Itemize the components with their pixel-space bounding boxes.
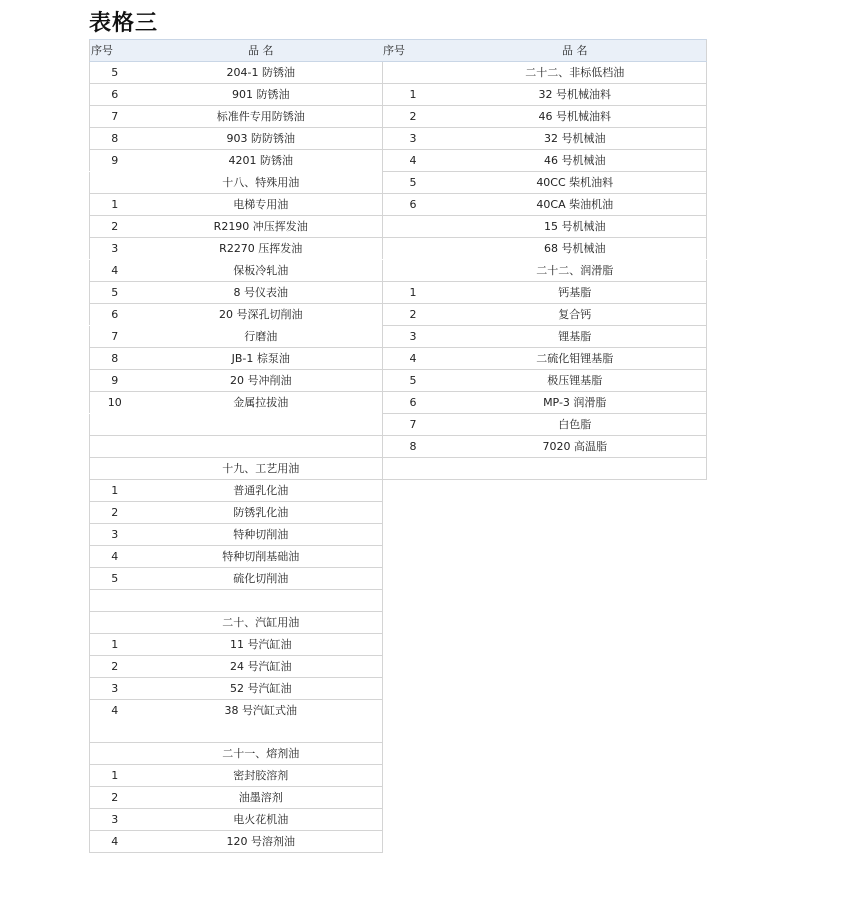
row-number: 4	[90, 700, 140, 743]
table-row	[90, 787, 383, 809]
product-name: 复合钙	[444, 304, 706, 326]
product-name: 保板冷轧油	[140, 260, 383, 282]
product-name: 38 号汽缸式油	[140, 700, 383, 743]
row-number	[382, 238, 444, 260]
row-number: 7	[382, 414, 444, 436]
product-table-right	[382, 39, 707, 480]
section-title: 二十二、非标低档油	[444, 62, 706, 84]
section-heading-row	[382, 260, 706, 282]
table-row	[382, 326, 706, 348]
section-heading-row	[90, 743, 383, 765]
row-number: 2	[90, 787, 140, 809]
table-row	[90, 524, 383, 546]
table-row	[90, 216, 383, 238]
row-number: 1	[90, 634, 140, 656]
table-row	[90, 370, 383, 392]
table-row	[382, 216, 706, 238]
product-name: 24 号汽缸油	[140, 656, 383, 678]
product-name: 电火花机油	[140, 809, 383, 831]
table-row	[90, 700, 383, 743]
product-name: 4201 防锈油	[228, 154, 293, 167]
row-number: 4	[382, 348, 444, 370]
row-number: 3	[382, 128, 444, 150]
product-name: 15 号机械油	[444, 216, 706, 238]
product-name: R2190 冲压挥发油	[140, 216, 383, 238]
product-name: 120 号溶剂油	[140, 831, 383, 853]
row-number	[382, 216, 444, 238]
product-name: 20 号深孔切削油	[219, 308, 303, 321]
row-number: 2	[382, 106, 444, 128]
table-row	[382, 238, 706, 260]
product-name: 40CA 柴油机油	[444, 194, 706, 216]
row-number: 2	[90, 502, 140, 524]
row-number: 5	[90, 62, 140, 84]
product-name: 46 号机械油料	[444, 106, 706, 128]
row-number: 1	[90, 480, 140, 502]
row-number	[90, 436, 140, 458]
row-number: 5	[90, 282, 140, 304]
product-name: 金属拉拔油	[233, 396, 289, 409]
table-row	[90, 392, 383, 414]
table-row	[90, 502, 383, 524]
row-number: 6	[382, 194, 444, 216]
product-name: 901 防锈油	[140, 84, 383, 106]
table-row	[90, 634, 383, 656]
table-row	[90, 765, 383, 787]
table-row	[382, 150, 706, 172]
table-row	[382, 106, 706, 128]
row-number: 6	[111, 308, 119, 321]
table-row	[90, 304, 383, 326]
row-number	[382, 458, 444, 480]
table-row	[382, 194, 706, 216]
product-name: 白色脂	[444, 414, 706, 436]
row-number: 2	[90, 656, 140, 678]
table-row	[90, 194, 383, 216]
section-title: 二十二、润滑脂	[444, 260, 706, 282]
section-title: 二十一、熔剂油	[140, 743, 383, 765]
table-row	[90, 326, 383, 348]
row-number: 6	[90, 84, 140, 106]
product-table-left	[89, 39, 383, 853]
product-name: 特种切削油	[140, 524, 383, 546]
row-number: 1	[90, 194, 140, 216]
table-row	[382, 172, 706, 194]
product-name: 40CC 柴机油料	[444, 172, 706, 194]
product-name: 46 号机械油	[444, 150, 706, 172]
row-number: 8	[90, 348, 140, 370]
row-number	[90, 743, 140, 765]
table-row	[90, 414, 383, 436]
table-row	[90, 260, 383, 282]
table-row	[90, 480, 383, 502]
row-number	[90, 458, 140, 480]
product-name	[140, 436, 383, 458]
section-heading-row	[382, 62, 706, 84]
product-name: 20 号冲削油	[140, 370, 383, 392]
header-name: 品 名	[140, 40, 383, 62]
table-row	[90, 678, 383, 700]
product-name: 硫化切削油	[140, 568, 383, 590]
product-name: 11 号汽缸油	[140, 634, 383, 656]
section-title: 二十、汽缸用油	[140, 612, 383, 634]
section-title: 十九、工艺用油	[140, 458, 383, 480]
table-row	[90, 106, 383, 128]
row-number	[382, 260, 444, 282]
table-row	[90, 809, 383, 831]
product-name: 电梯专用油	[140, 194, 383, 216]
table-row	[382, 392, 706, 414]
table-row	[90, 128, 383, 150]
product-name: 极压锂基脂	[444, 370, 706, 392]
row-number	[90, 590, 140, 612]
product-name: 锂基脂	[444, 326, 706, 348]
table-row	[90, 590, 383, 612]
row-number: 9	[90, 370, 140, 392]
row-number: 5	[382, 370, 444, 392]
header-name: 品 名	[444, 40, 706, 62]
row-number: 8	[382, 436, 444, 458]
table-row	[90, 568, 383, 590]
product-name	[140, 414, 383, 436]
row-number: 4	[90, 546, 140, 568]
product-name: 标准件专用防锈油	[140, 106, 383, 128]
row-number: 4	[90, 260, 140, 282]
header-num: 序号	[90, 40, 140, 62]
section-heading-row	[90, 458, 383, 480]
row-number: 1	[382, 84, 444, 106]
product-name: 8 号仪表油	[140, 282, 383, 304]
page-title: 表格三	[89, 11, 159, 36]
product-name: 二硫化钼锂基脂	[444, 348, 706, 370]
product-name: 52 号汽缸油	[140, 678, 383, 700]
section-heading-row	[90, 612, 383, 634]
table-header	[382, 40, 706, 62]
row-number: 7	[90, 106, 140, 128]
product-name: 特种切削基础油	[140, 546, 383, 568]
product-name: 普通乳化油	[140, 480, 383, 502]
product-name	[140, 590, 383, 612]
row-number: 8	[90, 128, 140, 150]
row-number: 10	[107, 396, 122, 409]
table-row	[90, 62, 383, 84]
product-name: 密封胶溶剂	[140, 765, 383, 787]
row-number: 3	[382, 326, 444, 348]
row-number: 2	[382, 304, 444, 326]
table-row	[382, 414, 706, 436]
table-row	[90, 84, 383, 106]
row-number: 1	[382, 282, 444, 304]
product-name: 32 号机械油	[444, 128, 706, 150]
row-number: 4	[90, 831, 140, 853]
table-header	[90, 40, 383, 62]
table-row	[90, 546, 383, 568]
row-number	[90, 612, 140, 634]
section-title: 十八、特殊用油	[140, 172, 383, 194]
row-number: 6	[382, 392, 444, 414]
section-heading-row	[90, 172, 383, 194]
table-row	[382, 282, 706, 304]
row-number: 5	[382, 172, 444, 194]
row-number: 3	[90, 524, 140, 546]
table-row	[382, 348, 706, 370]
row-number: 7	[90, 326, 140, 348]
row-number: 1	[90, 765, 140, 787]
product-name: 钙基脂	[444, 282, 706, 304]
product-name: JB-1 棕泵油	[140, 348, 383, 370]
table-row	[382, 436, 706, 458]
table-row	[90, 831, 383, 853]
table-row	[90, 150, 383, 172]
product-name: 防锈乳化油	[140, 502, 383, 524]
row-number: 2	[90, 216, 140, 238]
table-row	[382, 304, 706, 326]
product-name: MP-3 润滑脂	[444, 392, 706, 414]
row-number: 9	[111, 154, 119, 167]
row-number	[90, 414, 140, 436]
header-num: 序号	[382, 40, 444, 62]
table-row	[90, 656, 383, 678]
row-number: 3	[111, 242, 119, 255]
table-row	[90, 238, 383, 260]
row-number	[382, 62, 444, 84]
table-row	[90, 436, 383, 458]
product-name: 204-1 防锈油	[140, 62, 383, 84]
row-number: 3	[90, 678, 140, 700]
row-number: 5	[90, 568, 140, 590]
product-name	[444, 458, 706, 480]
table-row	[90, 348, 383, 370]
product-name: 68 号机械油	[544, 242, 606, 255]
product-name: 32 号机械油料	[444, 84, 706, 106]
table-row	[382, 458, 706, 480]
table-row	[382, 128, 706, 150]
product-name: 行磨油	[140, 326, 383, 348]
row-number: 3	[90, 809, 140, 831]
product-name: 油墨溶剂	[140, 787, 383, 809]
table-row	[90, 282, 383, 304]
table-row	[382, 84, 706, 106]
table-row	[382, 370, 706, 392]
product-name: 903 防防锈油	[140, 128, 383, 150]
product-name: 7020 高温脂	[444, 436, 706, 458]
product-name: R2270 压挥发油	[219, 242, 303, 255]
row-number	[90, 172, 140, 194]
row-number: 4	[382, 150, 444, 172]
